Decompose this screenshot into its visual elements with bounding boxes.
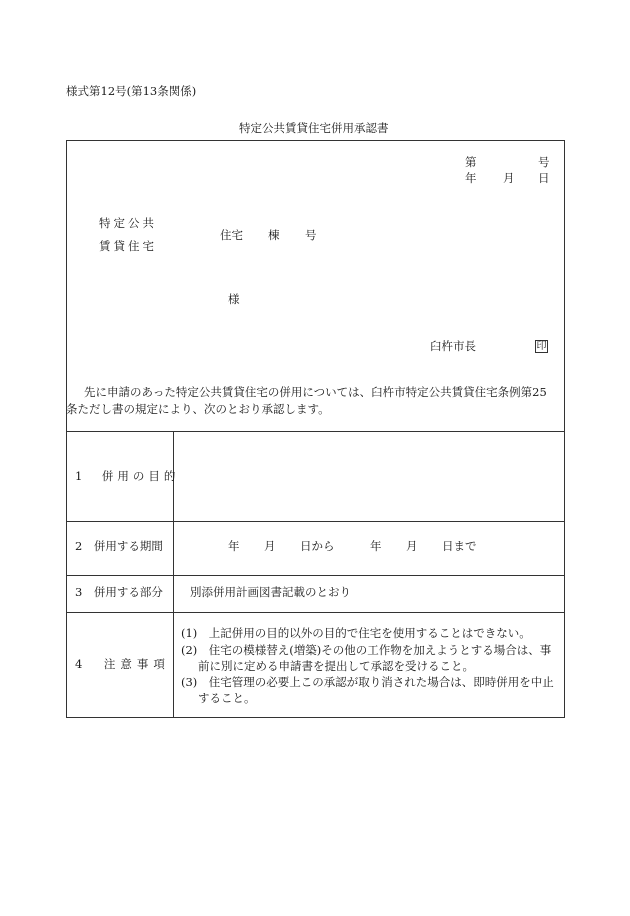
housing-label-line2: 賃貸住宅	[99, 239, 157, 253]
doc-number-suffix: 号	[538, 155, 550, 169]
row-period-label: 2 併用する期間	[75, 539, 163, 553]
date-year: 年	[465, 171, 477, 185]
building-field: 棟	[268, 228, 280, 242]
housing-field: 住宅	[220, 228, 243, 242]
note-2: (2) 住宅の模様替え(増築)その他の工作物を加えようとする場合は、事	[181, 643, 552, 657]
seal-mark: 印	[536, 341, 547, 352]
issuer-name: 臼杵市長	[430, 339, 476, 353]
row-part-label: 3 併用する部分	[75, 585, 163, 599]
note-3-continued: すること。	[198, 691, 256, 705]
date-month: 月	[503, 171, 515, 185]
row-notes-label: 4 注意事項	[75, 657, 170, 671]
doc-number-prefix: 第	[465, 155, 477, 169]
period-from-year: 年	[228, 539, 240, 553]
period-to-day: 日まで	[442, 539, 477, 553]
date-day: 日	[538, 171, 550, 185]
unit-number-field: 号	[305, 228, 317, 242]
note-1: (1) 上記併用の目的以外の目的で住宅を使用することはできない。	[181, 626, 531, 640]
housing-label-line1: 特定公共	[99, 216, 157, 230]
divider-row3	[66, 612, 565, 613]
document-title: 特定公共賃貸住宅併用承認書	[239, 121, 389, 135]
divider-header	[66, 431, 565, 432]
divider-row2	[66, 575, 565, 576]
note-2-continued: 前に別に定める申請書を提出して承認を受けること。	[198, 659, 474, 673]
period-from-day: 日から	[300, 539, 335, 553]
period-to-year: 年	[370, 539, 382, 553]
row-part-value: 別添併用計画図書記載のとおり	[190, 585, 351, 599]
period-from-month: 月	[264, 539, 276, 553]
form-number: 様式第12号(第13条関係)	[66, 84, 197, 98]
row-purpose-label: 1 併用の目的	[75, 469, 180, 483]
honorific: 様	[228, 292, 240, 306]
divider-row1	[66, 521, 565, 522]
note-3: (3) 住宅管理の必要上この承認が取り消された場合は、即時併用を中止	[181, 675, 554, 689]
body-text-line2: 条ただし書の規定により、次のとおり承認します。	[66, 402, 330, 416]
body-text-line1: 先に申請のあった特定公共賃貸住宅の併用については、臼杵市特定公共賃貸住宅条例第25	[84, 385, 547, 399]
period-to-month: 月	[406, 539, 418, 553]
